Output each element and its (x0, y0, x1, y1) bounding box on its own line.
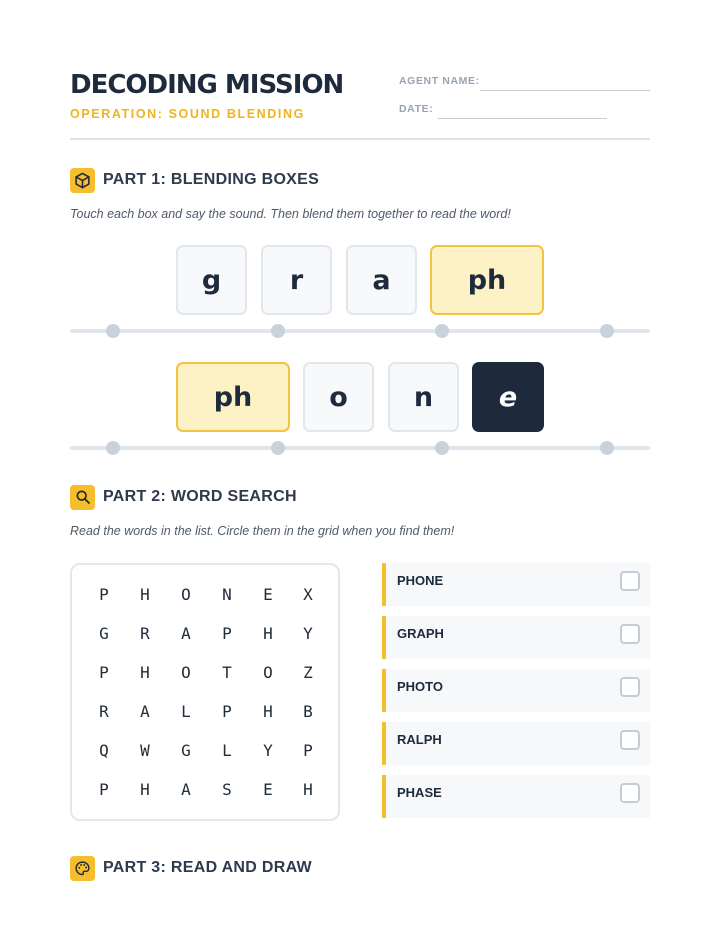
grid-letter[interactable]: E (263, 780, 273, 799)
word-list-item (382, 669, 650, 712)
grid-letter[interactable]: P (222, 624, 232, 643)
blending-dot (600, 324, 614, 338)
sound-box-silent-e[interactable]: e (472, 362, 544, 432)
grid-letter[interactable]: L (222, 741, 232, 760)
grid-letter[interactable]: Y (303, 624, 313, 643)
word-list-item (382, 775, 650, 818)
part3-heading (70, 855, 312, 881)
agent-name-field[interactable] (480, 90, 650, 91)
grid-letter[interactable]: G (99, 624, 109, 643)
word-list-item (382, 722, 650, 765)
sound-box-digraph[interactable]: ph (176, 362, 290, 432)
grid-letter[interactable]: P (99, 780, 109, 799)
grid-letter[interactable]: R (140, 624, 150, 643)
part1-instruction: Touch each box and say the sound. Then blend them together to read the word! (70, 207, 511, 221)
grid-letter[interactable]: G (181, 741, 191, 760)
word-search-grid (70, 563, 340, 821)
word-list-item (382, 563, 650, 606)
grid-letter[interactable]: P (99, 585, 109, 604)
grid-letter[interactable]: A (140, 702, 150, 721)
word-list-item (382, 616, 650, 659)
grid-letter[interactable]: Z (303, 663, 313, 682)
header-divider (70, 138, 650, 140)
blending-line (70, 329, 650, 333)
sound-box-digraph[interactable]: ph (430, 245, 544, 315)
sound-box[interactable]: r (261, 245, 332, 315)
word-checkbox[interactable] (620, 730, 640, 750)
blending-dot (271, 441, 285, 455)
grid-letter[interactable]: P (99, 663, 109, 682)
word-label: RALPH (397, 732, 442, 747)
grid-letter[interactable]: H (140, 585, 150, 604)
page-subtitle: OPERATION: SOUND BLENDING (70, 107, 305, 121)
sound-box[interactable]: g (176, 245, 247, 315)
grid-letter[interactable]: N (222, 585, 232, 604)
grid-letter[interactable]: H (140, 663, 150, 682)
grid-letter[interactable]: H (140, 780, 150, 799)
grid-letter[interactable]: H (263, 624, 273, 643)
grid-letter[interactable]: X (303, 585, 313, 604)
grid-letter[interactable]: A (181, 780, 191, 799)
word-label: PHASE (397, 785, 442, 800)
part2-heading (70, 484, 297, 510)
grid-letter[interactable]: R (99, 702, 109, 721)
grid-letter[interactable]: B (303, 702, 313, 721)
sound-box[interactable]: o (303, 362, 374, 432)
part3-title: PART 3: READ AND DRAW (103, 859, 312, 876)
word-checkbox[interactable] (620, 624, 640, 644)
word-checkbox[interactable] (620, 571, 640, 591)
blending-dot (435, 441, 449, 455)
grid-letter[interactable]: P (303, 741, 313, 760)
grid-letter[interactable]: Q (99, 741, 109, 760)
word-label: PHOTO (397, 679, 443, 694)
word-checkbox[interactable] (620, 783, 640, 803)
agent-name-label: AGENT NAME: (399, 75, 480, 87)
grid-letter[interactable]: P (222, 702, 232, 721)
word-label: GRAPH (397, 626, 444, 641)
blending-dot (106, 324, 120, 338)
grid-letter[interactable]: Y (263, 741, 273, 760)
blending-line (70, 446, 650, 450)
palette-icon (70, 856, 95, 881)
page-title: DECODING MISSION (70, 70, 344, 100)
cube-icon (70, 168, 95, 193)
grid-letter[interactable]: E (263, 585, 273, 604)
blending-dot (600, 441, 614, 455)
grid-letter[interactable]: O (181, 663, 191, 682)
part2-title: PART 2: WORD SEARCH (103, 488, 297, 505)
word-checkbox[interactable] (620, 677, 640, 697)
grid-letter[interactable]: O (263, 663, 273, 682)
sound-box[interactable]: n (388, 362, 459, 432)
part2-instruction: Read the words in the list. Circle them in the grid when you find them! (70, 524, 455, 538)
part1-heading (70, 167, 319, 193)
magnifier-icon (70, 485, 95, 510)
sound-box[interactable]: a (346, 245, 417, 315)
grid-letter[interactable]: T (222, 663, 232, 682)
grid-letter[interactable]: S (222, 780, 232, 799)
grid-letter[interactable]: W (140, 741, 150, 760)
grid-letter[interactable]: H (303, 780, 313, 799)
grid-letter[interactable]: H (263, 702, 273, 721)
grid-letter[interactable]: O (181, 585, 191, 604)
part1-title: PART 1: BLENDING BOXES (103, 171, 320, 188)
date-field[interactable] (438, 118, 607, 119)
blending-dot (106, 441, 120, 455)
grid-letter[interactable]: L (181, 702, 191, 721)
grid-letter[interactable]: A (181, 624, 191, 643)
blending-dot (435, 324, 449, 338)
word-label: PHONE (397, 573, 444, 588)
date-label: DATE: (399, 103, 434, 115)
blending-dot (271, 324, 285, 338)
